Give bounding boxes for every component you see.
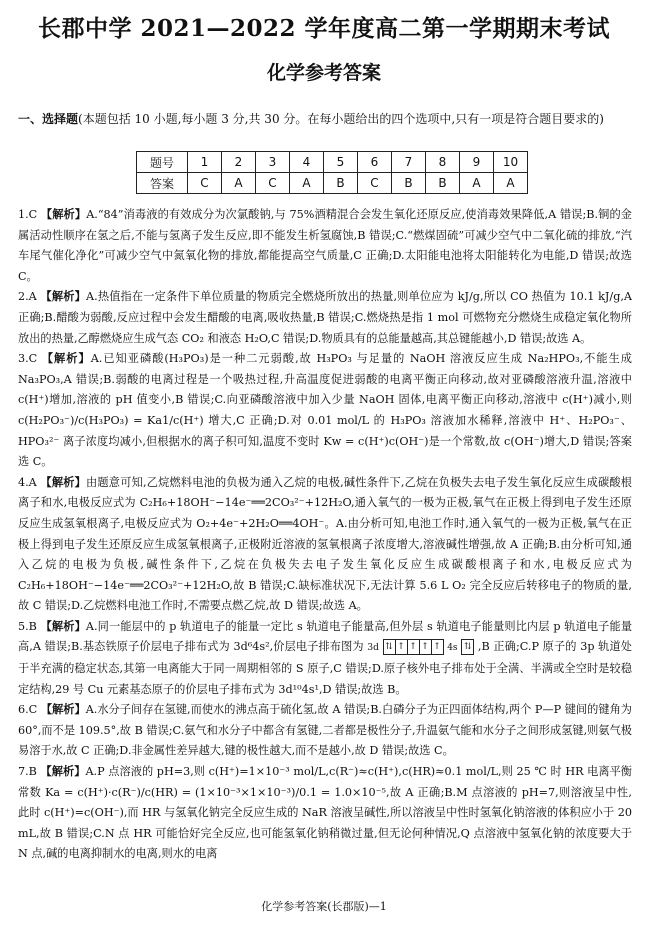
section-title: 一、选择题 xyxy=(18,112,79,126)
item-tag: 【解析】 xyxy=(40,619,86,633)
item-text: A.“84”消毒液的有效成分为次氯酸钠,与 75%酒精混合会发生氧化还原反应,使消毒效果降低,A 错误;B.铜的金属活动性顺序在氢之后,不能与氢离子发生反应,即不能发生析氢腐蚀,B 错误;C.“燃煤固硫”可减少空气中二氧化硫的排放,“汽车尾气催化净化”可减少空气中氮氧化物的排放,都能提高空气质量,C 正确;D.太阳能电池将太阳能转化为电能,D 错误;故选 C。 xyxy=(18,208,632,283)
explanation-item xyxy=(18,473,632,617)
question-number: 8 xyxy=(426,152,460,173)
item-tag: 【解析】 xyxy=(40,475,87,489)
item-tag: 【解析】 xyxy=(40,765,86,779)
orbital-box: ↑ xyxy=(433,642,441,653)
page-title: 长郡中学 2021—2022 学年度高二第一学期期末考试 xyxy=(37,15,611,42)
explanation-item xyxy=(18,349,632,473)
item-tag: 【解析】 xyxy=(41,352,91,366)
item-number: 1.C xyxy=(18,208,38,221)
item-tag: 【解析】 xyxy=(40,208,87,221)
item-text: A.水分子间存在氢键,而使水的沸点高于硫化氢,故 A 错误;B.白磷分子为正四面体结构,两个 P—P 键间的键角为 60°,而不是 109.5°,故 B 错误;C.氨气和水分子中都含有氢键,二者都是极性分子,升温氨气能和水分子之间形成氢键,则氨气极易溶于水,故 C 正确;D.非金属性差异越大,键的极性越大,而不是越小,故 D 错误;故选 C。 xyxy=(18,703,632,758)
section-description: (本题包括 10 小题,每小题 3 分,共 30 分。在每小题给出的四个选项中,只有一项是符合题目要求的) xyxy=(78,112,604,126)
question-number: 1 xyxy=(188,152,222,173)
orbital-box: ⇅ xyxy=(384,640,396,654)
question-number: 10 xyxy=(494,152,528,173)
section-heading xyxy=(18,110,630,129)
item-tag: 【解析】 xyxy=(40,703,86,717)
answer-cell: A xyxy=(290,173,324,194)
item-text: A.P 点溶液的 pH=3,则 c(H⁺)=1×10⁻³ mol/L,c(R⁻)≈c(H⁺),c(HR)≈0.1 mol/L,则 25 ℃ 时 HR 电离平衡常数 Ka = c(H⁺)·c(R⁻)/c(HR) = (1×10⁻³×1×10⁻³)/0.1 = 1.0×10⁻⁵,故 A 正确;B.M 点溶液的 pH=7,则溶液呈中性,此时 c(H⁺)=c(OH⁻),而 HR 与氢氧化钠完全反应生成的 NaR 溶液呈碱性,所以溶液呈中性时氢氧化钠溶液的体积应小于 20 mL,故 B 错误;C.N 点 HR 可能恰好完全反应,也可能氢氧化钠稍微过量,但无论何种情况,Q 点溶液中氢氧化钠的浓度要大于 N 点,碱的电离抑制水的电离,则水的电离 xyxy=(18,765,632,861)
answer-cell: C xyxy=(256,173,290,194)
page-footer: 化学参考答案(长郡版)—1 xyxy=(261,900,387,913)
answer-cell: B xyxy=(324,173,358,194)
question-number: 5 xyxy=(324,152,358,173)
item-text: ,B 正确;C.P 原子的 3p 轨道处于半充满的稳定状态,其第一电离能大于同一周期相邻的 S 原子,C 错误;D.原子核外电子排布处于全满、半满或全空时是较稳定结构,29 号 Cu 元素基态原子的价层电子排布式为 3d¹⁰4s¹,D 错误;故选 B。 xyxy=(18,640,632,696)
orbital-box: ↑ xyxy=(408,640,420,654)
question-number: 3 xyxy=(256,152,290,173)
orbital-box: ↑ xyxy=(396,640,408,654)
answer-cell: B xyxy=(392,173,426,194)
answer-cell: A xyxy=(222,173,256,194)
orbital-3d-label: 3d xyxy=(367,643,379,654)
explanation-item xyxy=(18,700,632,762)
explanation-item xyxy=(18,762,632,865)
row-label-number: 题号 xyxy=(137,152,188,173)
item-text: 由题意可知,乙烷燃料电池的负极为通入乙烷的电极,碱性条件下,乙烷在负极失去电子发生氧化反应生成碳酸根离子和水,电极反应式为 C₂H₆+18OH⁻−14e⁻══2CO₃²⁻+12H₂O,通入氧气的一极为正极,氧气在正极上得到电子发生还原反应生成氢氧根离子,电极反应式为 O₂+4e⁻+2H₂O══4OH⁻。A.由分析可知,电池工作时,通入氧气的一极为正极,氧气在正极上得到电子发生还原反应生成氢氧根离子,正极附近溶液的氢氧根离子浓度增大,溶液碱性增强,故 A 正确;B.由分析可知,通入乙烷的电极为负极,碱性条件下,乙烷在负极失去电子发生氧化反应生成碳酸根离子和水,电极反应式为 C₂H₆+18OH⁻−14e⁻══2CO₃²⁻+12H₂O,故 B 错误;C.缺标准状况下,无法计算 5.6 L O₂ 完全反应后转移电子的物质的量,故 C 错误;D.乙烷燃料电池工作时,不需要点燃乙烷,故 D 错误;故选 A。 xyxy=(18,475,632,613)
explanation-item xyxy=(18,617,632,700)
question-number: 7 xyxy=(392,152,426,173)
item-number: 4.A xyxy=(18,475,37,489)
answer-cell: C xyxy=(188,173,222,194)
question-number: 4 xyxy=(290,152,324,173)
item-text: A.热值指在一定条件下单位质量的物质完全燃烧所放出的热量,则单位应为 kJ/g,所以 CO 热值为 10.1 kJ/g,A 正确;B.醋酸为弱酸,反应过程中会发生醋酸的电离,吸收热量,B 错误;C.燃烧热是指 1 mol 可燃物充分燃烧生成稳定氧化物所放出的热量,乙醇燃烧应生成气态 CO₂ 和液态 H₂O,C 错误;D.物质具有的总能量越高,其总键能越小,D 错误;故选 A。 xyxy=(18,290,632,345)
item-text: A.同一能层中的 p 轨道电子的能量一定比 s 轨道电子能量高,但外层 s 轨道电子能量则比内层 p 轨道电子能量高,A 错误;B.基态铁原子价层电子排布式为 3d⁶4s²,价层电子排布图为 xyxy=(18,619,633,654)
item-number: 3.C xyxy=(18,352,38,366)
question-number: 6 xyxy=(358,152,392,173)
row-label-answer: 答案 xyxy=(137,173,188,194)
answer-table-number-row xyxy=(137,152,528,173)
item-text: A.已知亚磷酸(H₃PO₃)是一种二元弱酸,故 H₃PO₃ 与足量的 NaOH 溶液反应生成 Na₂HPO₃,不能生成 Na₃PO₃,A 错误;B.弱酸的电离过程是一个吸热过程,升高温度促进弱酸的电离平衡正向移动,故对亚磷酸溶液升温,溶液中 c(H⁺)增加,溶液的 pH 值变小,B 错误;C.向亚磷酸溶液中加入少量 NaOH 固体,电离平衡正向移动,溶液中 c(H⁺)减小,则 c(H₂PO₃⁻)/c(H₃PO₃) = Ka1/c(H⁺) 增大,C 正确;D.对 0.01 mol/L 的 H₃PO₃ 溶液加水稀释,溶液中 H⁺、H₂PO₃⁻、HPO₃²⁻ 离子浓度均减小,但根据水的离子积可知,温度不变时 Kw = c(H⁺)c(OH⁻)是一个常数,故 c(OH⁻)增大,D 错误;答案选 C。 xyxy=(18,352,632,469)
orbital-diagram xyxy=(367,640,478,653)
explanation-item xyxy=(18,205,632,287)
answer-cell: B xyxy=(426,173,460,194)
answer-table xyxy=(136,151,528,194)
item-number: 2.A xyxy=(18,290,37,304)
question-number: 2 xyxy=(222,152,256,173)
orbital-4s-boxes xyxy=(461,639,474,655)
orbital-box: ↑ xyxy=(420,640,432,654)
item-number: 5.B xyxy=(18,619,37,633)
answer-cell: C xyxy=(358,173,392,194)
answer-cell: A xyxy=(460,173,494,194)
item-number: 6.C xyxy=(18,703,38,717)
item-tag: 【解析】 xyxy=(40,290,86,304)
orbital-3d-boxes xyxy=(383,639,444,655)
answer-table-answer-row xyxy=(137,173,528,194)
question-number: 9 xyxy=(460,152,494,173)
page-subtitle: 化学参考答案 xyxy=(266,62,381,84)
explanations xyxy=(18,205,632,865)
item-number: 7.B xyxy=(18,765,37,779)
orbital-box: ⇅ xyxy=(463,642,472,653)
answer-cell: A xyxy=(494,173,528,194)
explanation-item xyxy=(18,287,632,349)
orbital-4s-label: 4s xyxy=(447,643,458,654)
